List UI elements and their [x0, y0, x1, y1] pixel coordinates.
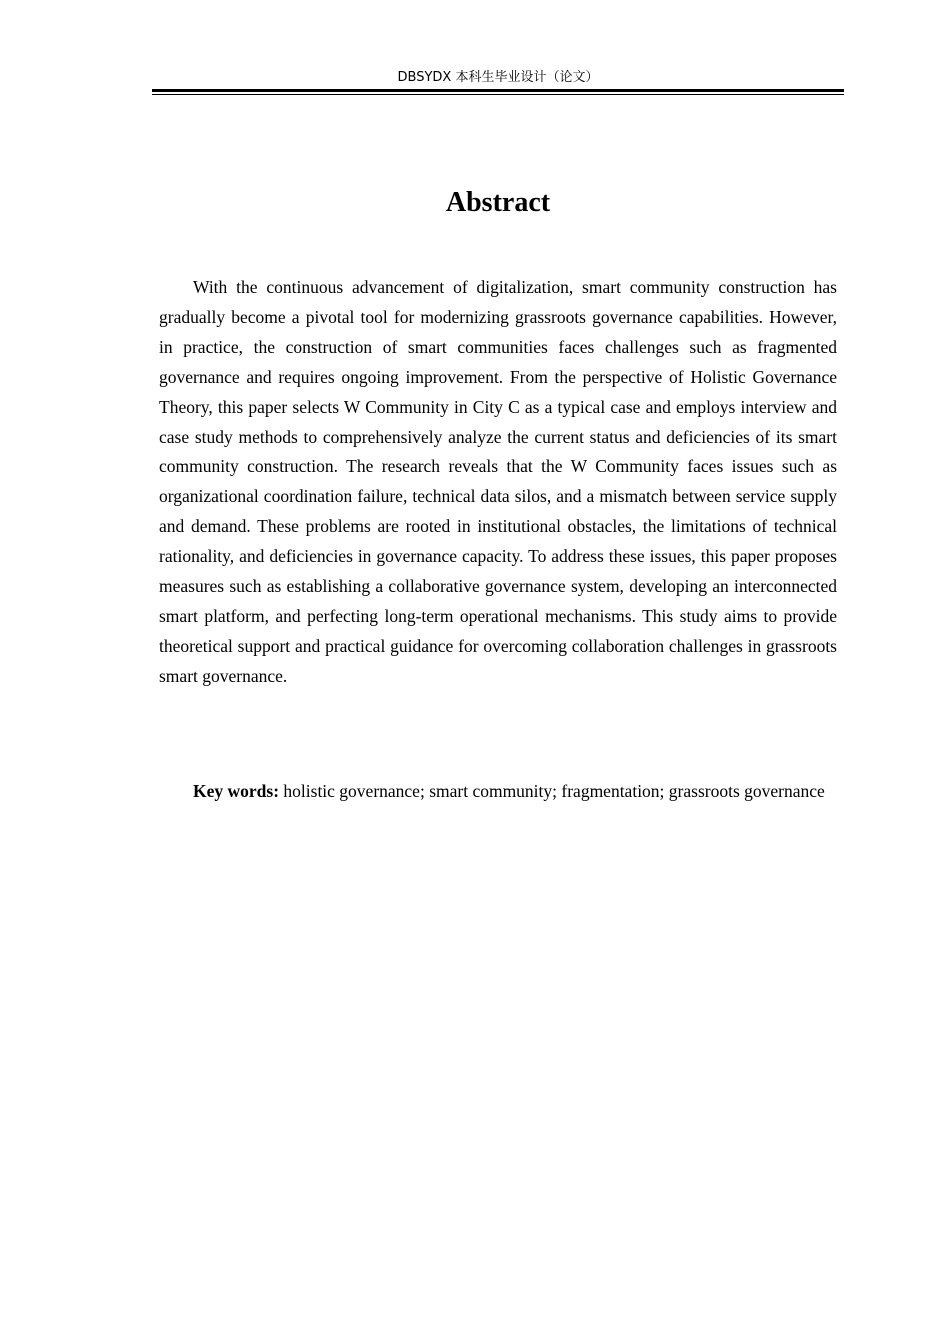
- abstract-title: Abstract: [445, 187, 551, 218]
- running-title: DBSYDX 本科生毕业设计（论文）: [397, 70, 599, 85]
- keywords-text: holistic governance; smart community; fragmentation; grassroots governance: [279, 781, 825, 801]
- keywords-label: Key words:: [193, 781, 280, 801]
- abstract-body: With the continuous advancement of digitalization, smart community construction has gradually become a pivotal tool for modernizing grassroots governance capabilities. However, in practice, the construction of smart communities faces challenges such as fragmented governance and requires ongoing improvement. From the perspective of Holistic Governance Theory, this paper selects W Community in City C as a typical case and employs interview and case study methods to comprehensively analyze the current status and deficiencies of its smart community construction. The research reveals that the W Community faces issues such as organizational coordination failure, technical data silos, and a mismatch between service supply and demand. These problems are rooted in institutional obstacles, the limitations of technical rationality, and deficiencies in governance capacity. To address these issues, this paper proposes measures such as establishing a collaborative governance system, developing an interconnected smart platform, and perfecting long-term operational mechanisms. This study aims to provide theoretical support and practical guidance for overcoming collaboration challenges in grassroots smart governance.: [159, 277, 837, 686]
- page-header: [152, 68, 844, 95]
- header-rule-thick: [152, 89, 844, 92]
- keywords-paragraph: [159, 778, 837, 805]
- header-rule-thin: [152, 94, 844, 95]
